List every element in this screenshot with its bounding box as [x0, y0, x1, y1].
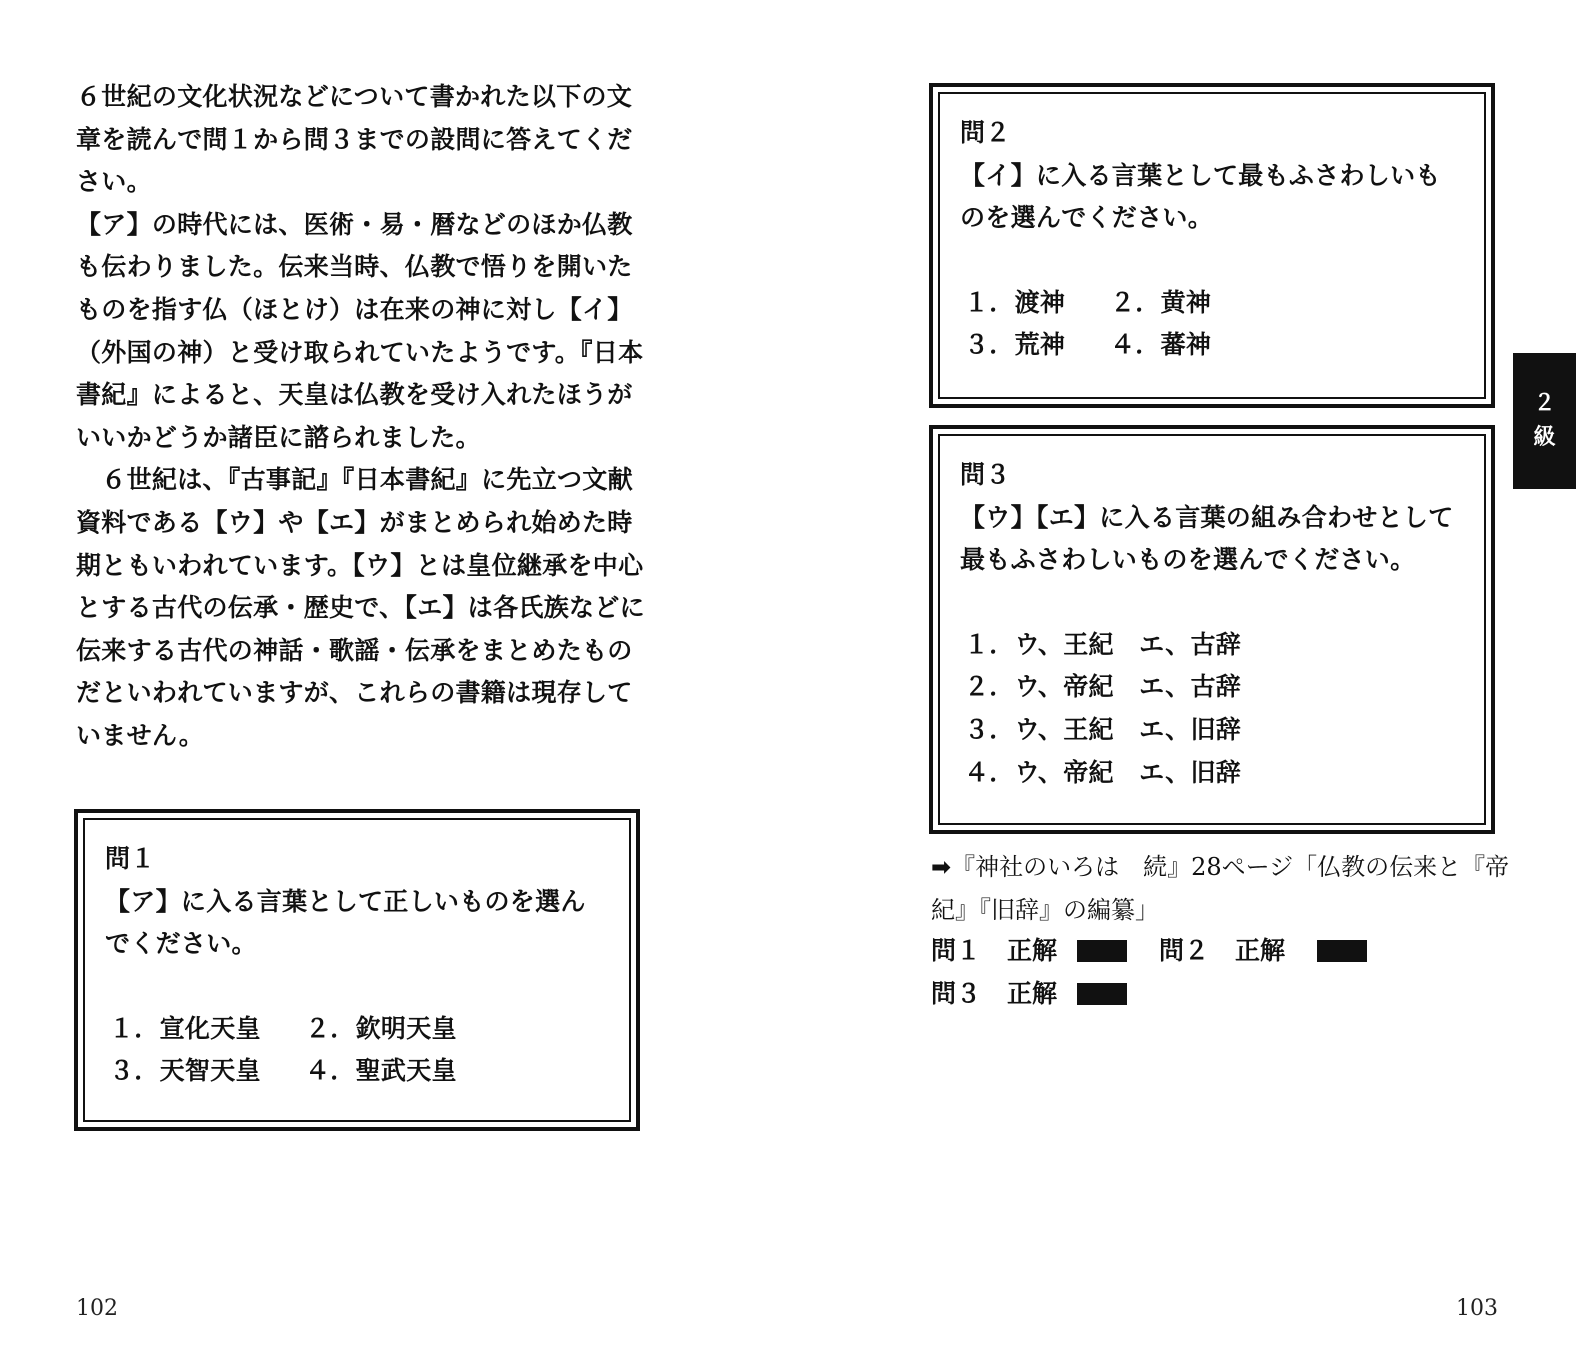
question-1-option-1[interactable]: １．宣化天皇: [109, 1013, 261, 1043]
question-1-inner: [83, 818, 631, 1122]
grade-tab-label: 級: [1533, 425, 1556, 450]
question-2-inner: [938, 92, 1486, 399]
question-1-text: 【ア】に入る言葉として正しいものを選んでください。: [105, 886, 586, 959]
answer-item-2: [1159, 930, 1367, 973]
grade-side-tab: [1513, 353, 1576, 489]
answer-3-blank[interactable]: [1077, 983, 1127, 1005]
passage: [76, 76, 646, 758]
question-3-option-1[interactable]: １．ウ、王紀 エ、古辞: [964, 629, 1242, 659]
answer-key-label: 正解: [1007, 978, 1058, 1008]
question-1-box: [74, 809, 640, 1131]
question-2-text: 【イ】に入る言葉として最もふさわしいものを選んでください。: [960, 160, 1441, 233]
passage-paragraph: 【ア】の時代には、医術・易・暦などのほか仏教も伝わりました。伝来当時、仏教で悟りを開いたものを指す仏（ほとけ）は在来の神に対し【イ】（外国の神）と受け取られていたようです。『日本書紀』によると、天皇は仏教を受け入れたほうがいいかどうか諸臣に諮られました。: [76, 209, 644, 452]
question-3-box: [929, 425, 1495, 834]
answer-row: [931, 973, 1399, 1016]
question-2-option-2[interactable]: ２．黄神: [1110, 287, 1212, 317]
question-1-option-3[interactable]: ３．天智天皇: [109, 1056, 261, 1086]
question-3-option-4[interactable]: ４．ウ、帝紀 エ、旧辞: [964, 757, 1242, 787]
answer-section: [931, 930, 1399, 1015]
question-3-title: 問３: [960, 460, 1011, 489]
question-1-option-4[interactable]: ４．聖武天皇: [305, 1056, 457, 1086]
question-3-inner: [938, 434, 1486, 825]
question-2-title: 問２: [960, 118, 1011, 147]
answer-label-3: 問３: [931, 978, 982, 1008]
passage-paragraph: ６世紀の文化状況などについて書かれた以下の文章を読んで問１から問３までの設問に答えてください。: [76, 82, 633, 197]
reference-note: [931, 846, 1531, 931]
question-2-options: [960, 282, 1464, 367]
question-1-option-2[interactable]: ２．欽明天皇: [305, 1013, 457, 1043]
page-number-left: 102: [76, 1296, 118, 1321]
answer-key-label: 正解: [1235, 936, 1286, 965]
answer-1-blank[interactable]: [1077, 940, 1127, 962]
answer-row: [931, 930, 1399, 973]
question-3-option-2[interactable]: ２．ウ、帝紀 エ、古辞: [964, 672, 1242, 702]
answer-key-label: 正解: [1007, 936, 1058, 965]
question-3-options: [960, 624, 1464, 794]
question-2-box: [929, 83, 1495, 408]
page-number-right: 103: [1456, 1296, 1498, 1321]
answer-label-1: 問１: [931, 936, 982, 965]
grade-tab-number: ２: [1533, 391, 1556, 416]
question-3-option-3[interactable]: ３．ウ、王紀 エ、旧辞: [964, 714, 1242, 744]
question-1-options: [105, 1008, 609, 1093]
question-2-option-4[interactable]: ４．蕃神: [1110, 330, 1212, 360]
passage-paragraph: ６世紀は、『古事記』『日本書紀』に先立つ文献資料である【ウ】や【エ】がまとめられ始めた時期ともいわれています。【ウ】とは皇位継承を中心とする古代の伝承・歴史で、【エ】は各氏族などに伝来する古代の神話・歌謡・伝承をまとめたものだといわれていますが、これらの書籍は現存していません。: [76, 465, 645, 750]
answer-label-2: 問２: [1159, 936, 1210, 965]
reference-text: 『神社のいろは 続』28ページ「仏教の伝来と『帝紀』『旧辞』の編纂」: [931, 853, 1510, 924]
question-2-option-3[interactable]: ３．荒神: [964, 330, 1066, 360]
question-3-text: 【ウ】【エ】に入る言葉の組み合わせとして最もふさわしいものを選んでください。: [960, 502, 1454, 575]
arrow-right-icon: ➡: [931, 853, 952, 881]
question-1-title: 問１: [105, 844, 156, 873]
answer-item-3: [931, 973, 1127, 1016]
answer-item-1: [931, 930, 1127, 973]
question-2-option-1[interactable]: １．渡神: [964, 287, 1066, 317]
answer-2-blank[interactable]: [1317, 940, 1367, 962]
